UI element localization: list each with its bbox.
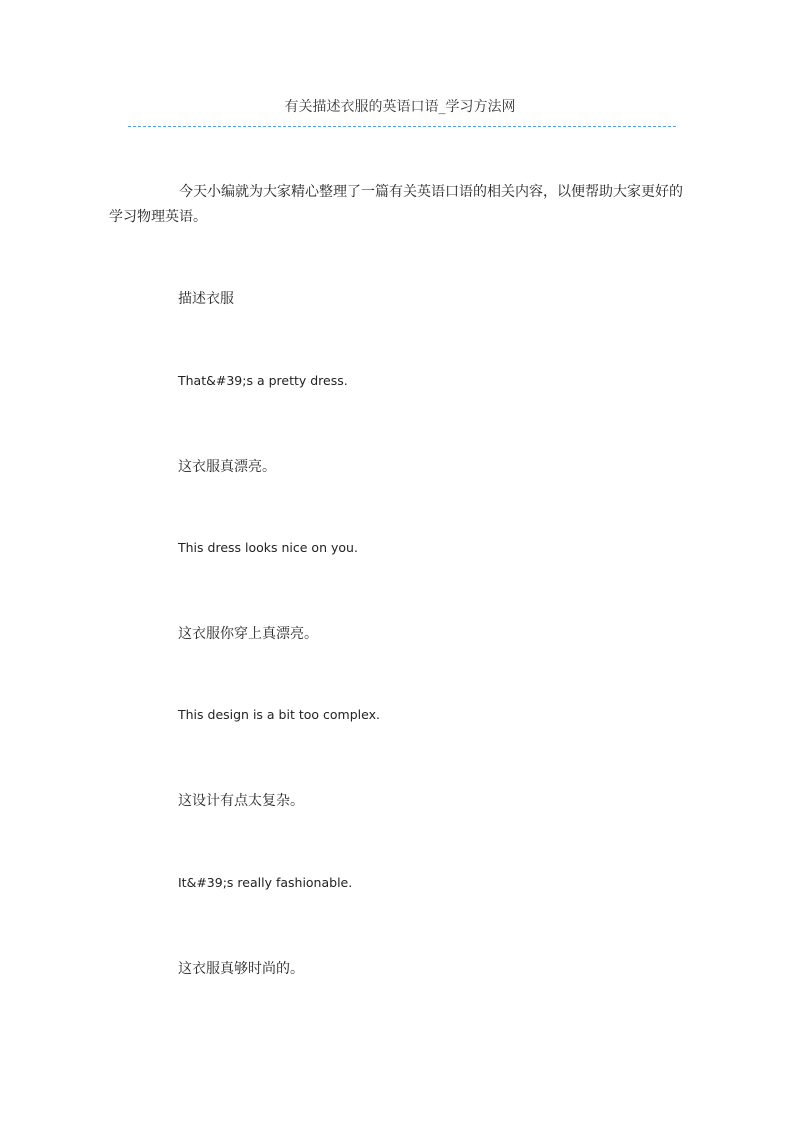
- section-heading: 描述衣服: [178, 291, 234, 307]
- phrase-chinese-3: 这设计有点太复杂。: [178, 793, 304, 809]
- document-title: 有关描述衣服的英语口语_学习方法网: [284, 99, 516, 115]
- phrase-english-2: This dress looks nice on you.: [178, 540, 358, 555]
- phrase-english-3: This design is a bit too complex.: [178, 707, 380, 722]
- phrase-english-4: It&#39;s really fashionable.: [178, 875, 353, 890]
- phrase-chinese-2: 这衣服你穿上真漂亮。: [178, 626, 318, 642]
- phrase-chinese-4: 这衣服真够时尚的。: [178, 961, 304, 977]
- phrase-english-1: That&#39;s a pretty dress.: [178, 373, 348, 388]
- title-divider: [128, 126, 676, 127]
- intro-paragraph: 今天小编就为大家精心整理了一篇有关英语口语的相关内容，以便帮助大家更好的学习物理英语。: [109, 184, 683, 225]
- phrase-chinese-1: 这衣服真漂亮。: [178, 459, 276, 475]
